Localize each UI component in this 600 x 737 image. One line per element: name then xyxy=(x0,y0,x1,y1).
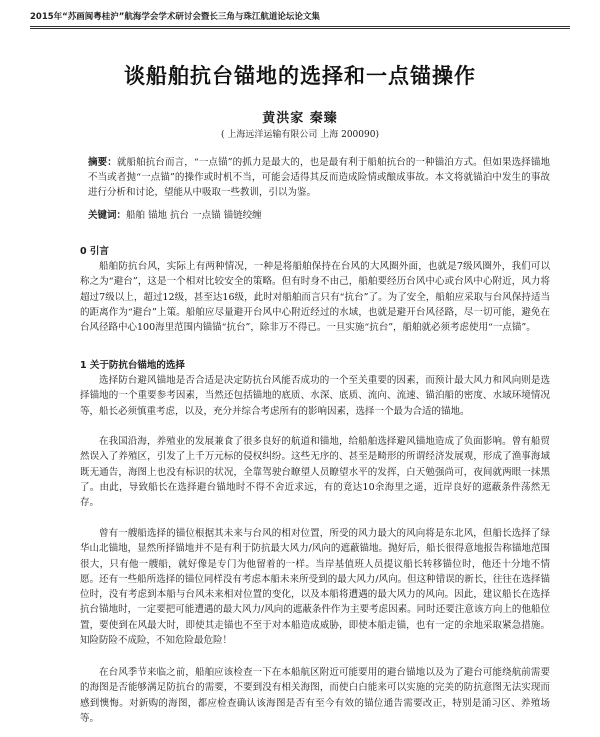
abstract-label: 摘要： xyxy=(88,157,117,168)
paragraph-3: 曾有一艘船选择的锚位根据其未来与台风的相对位置，所受的风力最大的风向将是东北风，但船长选择了绿华山北锚地，显然所择锚地并不是有利于防抗最大风力/风向的遮蔽锚地。抛好后，船长很得意地报告称锚地范围很大，只有他一艘船，就好像是专门为他留着的一样。当岸基值班人员提议船长转移锚位时，他还十分地不情愿。还有一些船所选择的锚位同样没有考虑本船未来所受到的最大风力/风向。但这种错误的新长，往往在选择锚位时，没有考虑到本船与台风未来相对位置的变化，以及本船将遭遇的最大风力的风向。因此，建议船长在选择抗台锚地时，一定要把可能遭遇的最大风力/风向的遮蔽条件作为主要考虑因素。同时还要注意该方向上的他船位置，要使到在风最大时，即使其走锚也不至于对本船造成威胁，即使本船走锚，也有一定的余地采取紧急措施。知险防险不成险，不知危险最危险！ xyxy=(80,528,550,647)
abstract xyxy=(88,155,550,201)
paragraph-1: 选择防台避风锚地是否合适是决定防抗台风能否成功的一个至关重要的因素，而预计最大风力和风向则是选择锚地的一个重要参考因素，当然还包括锚地的底质、水深、底质、流向、流速、锚泊船的密度、水域环境情况等，船长必须慎重考虑，以及，充分并综合考虑所有的影响因素，选择一个最为合适的锚地。 xyxy=(80,375,550,417)
section-heading-anchorage: 1 关于防抗台锚地的选择 xyxy=(80,360,185,371)
article-title: 谈船舶抗台锚地的选择和一点锚操作 xyxy=(124,64,476,88)
abstract-text: 就船舶抗台而言，“一点锚”的抓力是最大的，也是最有利于船舶抗台的一种锚泊方式。但如果选择锚地不当或者抛“一点锚”的操作或时机不当，可能会适得其反而造成险情或酿成事故。本文将就锚泊中发生的事故进行分析和讨论，望能从中吸取一些教训，引以为鉴。 xyxy=(88,157,550,199)
paragraph-4: 在台风季节来临之前，船舶应该检查一下在本船航区附近可能要用的避台锚地以及为了避台可能绕航前需要的海图是否能够满足防抗台的需要，不要到没有相关海图，而使白白能来可以实施的完美的防抗意图无法实现而感到懊悔。对新购的海图，都应检查确认该海图是否有至今有效的锚位通告需要改正，特别是涌习区、养殖场等。 xyxy=(80,667,550,724)
header-rule-top xyxy=(30,26,570,27)
keywords-label: 关键词： xyxy=(88,210,127,221)
author-line: 黄洪家 秦臻 xyxy=(262,111,338,126)
keywords xyxy=(88,208,550,223)
paragraph-2: 在我国沿海，养殖业的发展兼食了很多良好的航道和锚地，给船舶选择避风锚地造成了负面影响。曾有船贸然误入了养殖区，引发了上千万元标的侵权纠纷。这些无序的、甚至是畸形的所谓经济发展观，形成了渔事海域既无通告，海图上也没有标识的状况，全靠驾驶台瞭望人员瞭望水平的发挥，白天勉强尚可，夜间就两眼一抹黑了。由此，导致船长在选择避台锚地时不得不舍近求远，有的竟达10余海里之遥，近岸良好的遮蔽条件荡然无存。 xyxy=(80,436,550,509)
keywords-text: 船舶 锚地 抗台 一点锚 锚链绞缠 xyxy=(126,210,262,221)
section-heading-intro: 0 引言 xyxy=(80,246,109,257)
affiliation-line: ( 上海远洋运输有限公司 上海 200090) xyxy=(221,130,379,140)
paragraph-intro: 船舶防抗台风，实际上有两种情况，一种是将船舶保持在台风的大风圈外面，也就是7级风圈外，我们可以称之为“避台”，这是一个相对比较安全的策略。但有时身不由己，船舶要经历台风中心或台风中心附近，风力将超过7级以上，超过12级，甚至达16级，此时对船舶而言只有“抗台”了。为了安全，船舶应采取与台风保持适当的距离作为“避台”上策。船舶应尽量避开台风中心附近经过的水域，也就是避开台风径路，尽一切可能，避免在台风径路中心100海里范围内锚锚“抗台”，除非万不得已。一旦实施“抗台”，船舶就必须考虑使用“一点锚”。 xyxy=(80,261,550,334)
header-rule-bottom xyxy=(30,28,570,29)
running-header: 2015年“苏画闽粤桂沪”航海学会学术研讨会暨长三角与珠江航道论坛论文集 xyxy=(30,12,320,22)
